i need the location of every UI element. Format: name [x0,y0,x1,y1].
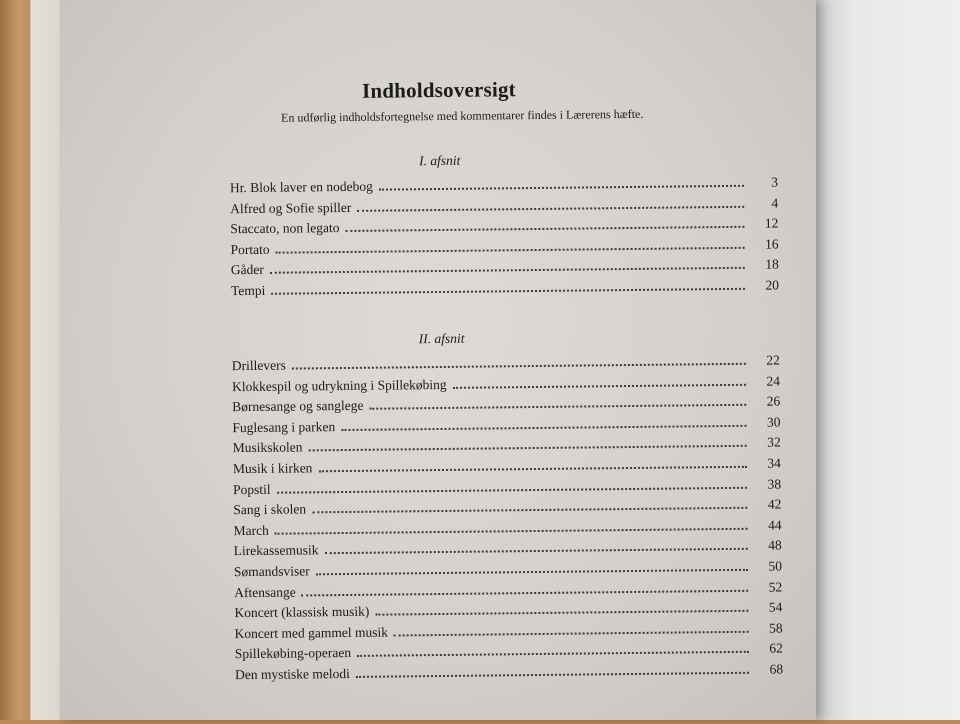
dot-leader [357,639,749,657]
toc-entry-title: Sang i skolen [233,501,307,518]
toc-entry-title: Musik i kirken [232,460,313,477]
toc-entry-title: Børnesange og sanglege [232,397,364,415]
toc-entry-title: Spillekøbing-operaen [234,645,352,662]
toc-entry-title: Tempi [230,282,266,299]
toc-entry-page: 30 [766,414,781,430]
toc-entry-title: Aftensange [234,584,296,600]
toc-entry-page: 22 [766,352,780,368]
dot-leader [369,392,746,410]
toc-entry-page: 24 [766,373,781,389]
section-heading-2: II. afsnit [418,330,465,347]
toc-entry-page: 3 [771,174,779,190]
toc-entry-page: 42 [767,496,782,512]
document-page [60,0,816,720]
dot-leader [379,173,744,191]
dot-leader [345,214,744,232]
toc-entry-title: March [233,522,269,538]
toc-entry-page: 32 [767,434,781,450]
toc-entry-title: Lirekassemusik [233,542,319,559]
dot-leader [341,413,746,431]
page-content [60,0,823,724]
toc-entry [231,275,779,301]
toc-entry-page: 52 [768,578,783,595]
toc-entry-title: Popstil [233,481,271,497]
toc-entry-page: 12 [764,215,779,231]
toc-entry-title: Koncert (klassisk musik) [234,603,370,621]
toc-entry-title: Den mystiske melodi [234,665,350,683]
dot-leader [375,598,748,616]
toc-entry-page: 18 [765,256,779,272]
toc-entry-title: Staccato, non legato [230,220,340,237]
toc-entry-title: Drillevers [231,357,286,374]
toc-entry-page: 50 [768,558,783,574]
section-heading-1: I. afsnit [418,152,461,169]
toc-entry-page: 68 [769,661,784,677]
dot-leader [357,193,744,211]
toc-entry-title: Sømandsviser [233,563,310,580]
page-title: Indholdsoversigt [361,77,516,103]
toc-entry-title: Hr. Blok laver en nodebog [229,178,373,196]
toc-section-1 [230,172,779,301]
facing-page [816,0,960,720]
dot-leader [292,351,746,370]
page-subtitle: En udførlig indholdsfortegnelse med kommentarer findes i Lærerens hæfte. [281,106,644,125]
toc-entry-page: 62 [769,640,783,656]
dot-leader [452,371,746,388]
toc-entry-page: 16 [764,236,779,252]
toc-entry-title: Musikskolen [232,439,303,456]
toc-entry-page: 44 [767,517,782,533]
toc-entry-title: Gåder [230,262,264,278]
toc-entry-title: Koncert med gammel musik [234,624,389,641]
toc-entry-page: 58 [769,620,783,636]
toc-entry-title: Alfred og Sofie spiller [230,199,352,216]
toc-entry-page: 54 [768,599,783,615]
toc-entry-title: Portato [230,241,270,257]
toc-entry [235,659,783,685]
toc-section-2 [232,350,783,685]
toc-entry-page: 26 [766,393,781,409]
toc-entry-page: 38 [767,475,782,492]
toc-entry-page: 4 [771,195,779,211]
toc-entry-page: 34 [767,455,781,471]
toc-entry-page: 20 [765,277,780,293]
toc-entry-title: Klokkespil og udrykning i Spillekøbing [231,376,447,394]
toc-entry-title: Fuglesang i parken [232,418,336,435]
dot-leader [356,660,749,678]
dot-leader [324,536,747,554]
dot-leader [394,619,749,637]
toc-entry-page: 48 [768,537,782,553]
